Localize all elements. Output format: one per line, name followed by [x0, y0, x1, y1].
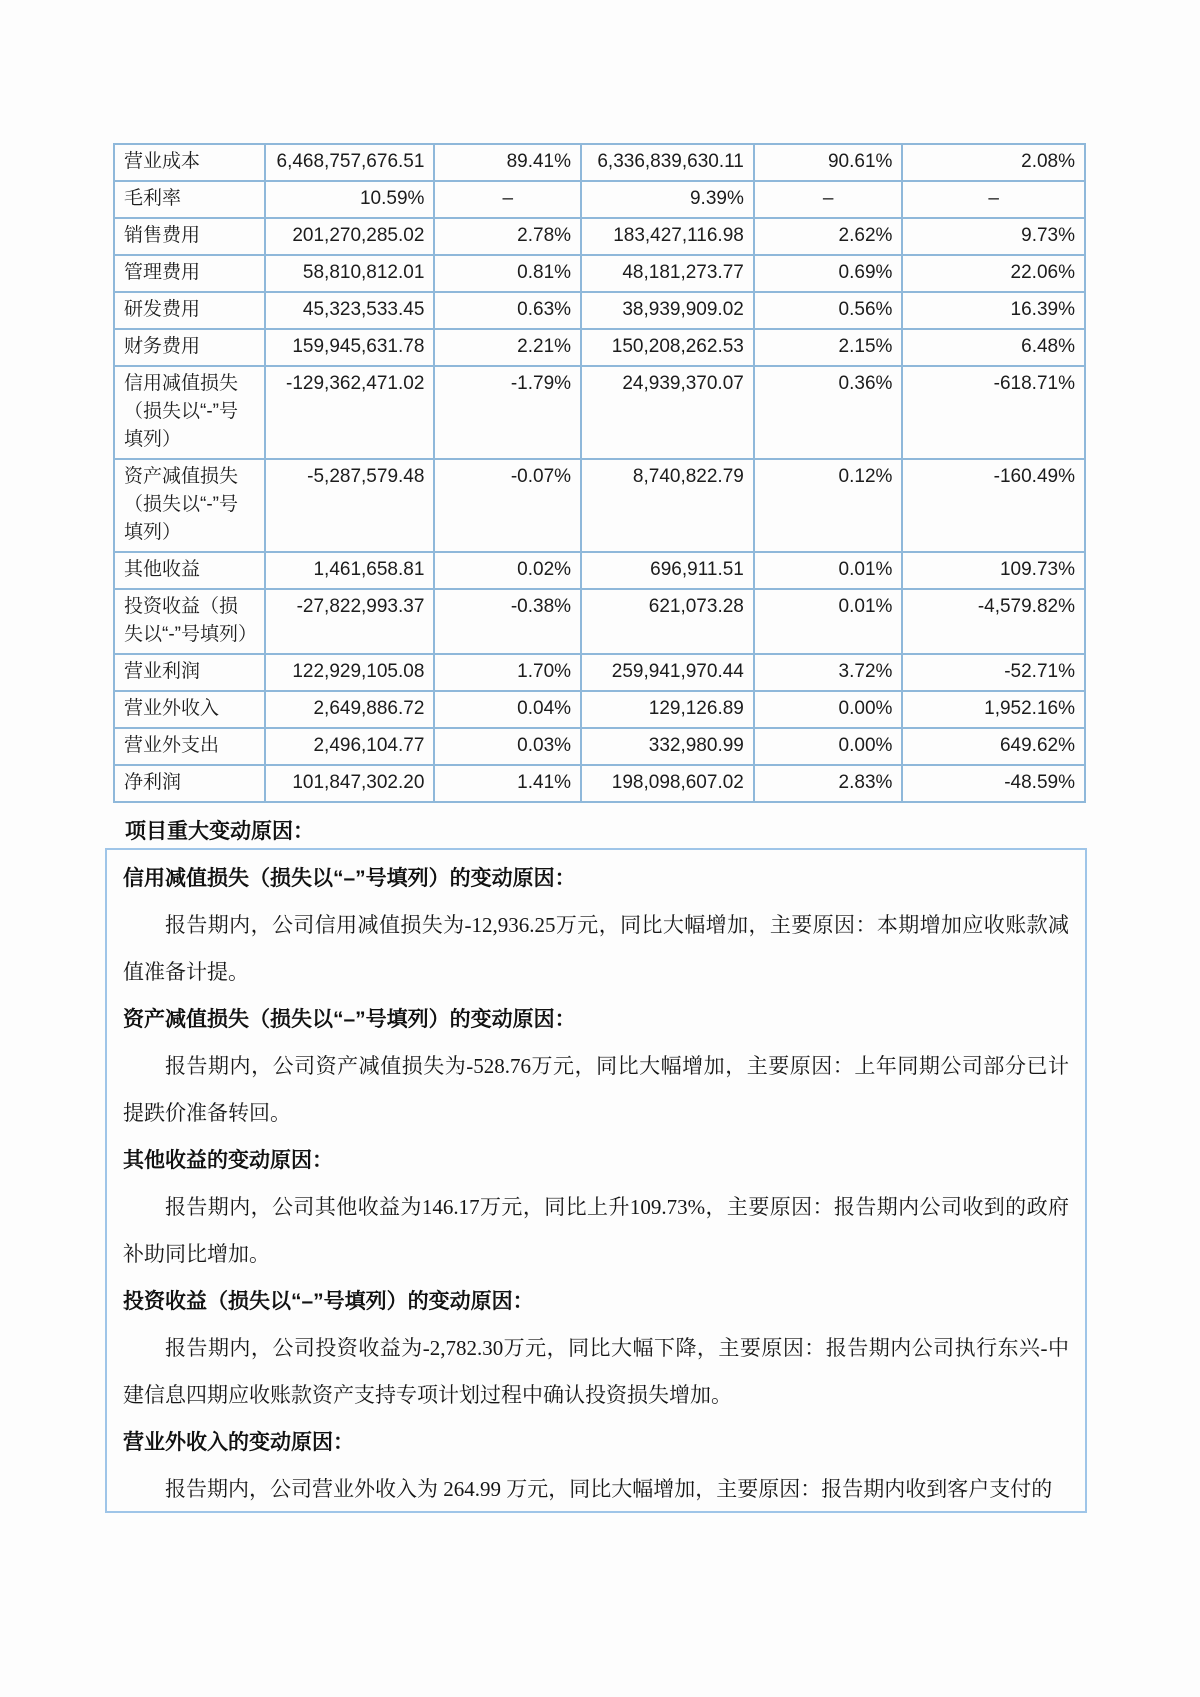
table-row [114, 765, 1085, 802]
cell-value: 1,952.16% [902, 691, 1085, 728]
cell-value: 2.78% [434, 218, 581, 255]
cell-value: 0.12% [754, 459, 903, 552]
cell-value: 0.01% [754, 552, 903, 589]
cell-value: 109.73% [902, 552, 1085, 589]
reason-paragraph: 报告期内，公司其他收益为146.17万元，同比上升109.73%，主要原因：报告期内公司收到的政府补助同比增加。 [123, 1195, 1069, 1266]
cell-value: 0.02% [434, 552, 581, 589]
row-label: 净利润 [114, 765, 265, 802]
cell-value: 2.83% [754, 765, 903, 802]
cell-value: 45,323,533.45 [265, 292, 435, 329]
cell-value: 8,740,822.79 [581, 459, 754, 552]
cell-value: 150,208,262.53 [581, 329, 754, 366]
table-row [114, 329, 1085, 366]
table-row [114, 552, 1085, 589]
cell-value: 259,941,970.44 [581, 654, 754, 691]
cell-value: -4,579.82% [902, 589, 1085, 654]
row-label: 研发费用 [114, 292, 265, 329]
cell-value: 0.00% [754, 728, 903, 765]
reason-subheading: 其他收益的变动原因： [123, 1149, 333, 1172]
cell-value: 10.59% [265, 181, 435, 218]
table-row [114, 255, 1085, 292]
cell-value: 0.69% [754, 255, 903, 292]
row-label: 投资收益（损失以“-”号填列） [114, 589, 265, 654]
row-label: 财务费用 [114, 329, 265, 366]
row-label: 信用减值损失（损失以“-”号填列） [114, 366, 265, 459]
cell-value: 9.73% [902, 218, 1085, 255]
cell-value: 2.21% [434, 329, 581, 366]
table-row [114, 691, 1085, 728]
table-row [114, 654, 1085, 691]
table-row [114, 459, 1085, 552]
cell-value: -5,287,579.48 [265, 459, 435, 552]
cell-value: -1.79% [434, 366, 581, 459]
row-label: 其他收益 [114, 552, 265, 589]
row-label: 营业利润 [114, 654, 265, 691]
row-label: 营业成本 [114, 144, 265, 181]
row-label: 销售费用 [114, 218, 265, 255]
cell-value: 183,427,116.98 [581, 218, 754, 255]
cell-value: 0.01% [754, 589, 903, 654]
change-reasons-box [105, 848, 1087, 1513]
row-label: 营业外支出 [114, 728, 265, 765]
cell-value: 90.61% [754, 144, 903, 181]
cell-value: 89.41% [434, 144, 581, 181]
cell-value: -618.71% [902, 366, 1085, 459]
reason-paragraph: 报告期内，公司营业外收入为 264.99 万元，同比大幅增加，主要原因：报告期内收到客户支付的 [165, 1477, 1053, 1501]
cell-value: -27,822,993.37 [265, 589, 435, 654]
row-label: 毛利率 [114, 181, 265, 218]
cell-value: 332,980.99 [581, 728, 754, 765]
cell-value: 1,461,658.81 [265, 552, 435, 589]
cell-value: -52.71% [902, 654, 1085, 691]
reason-subheading: 投资收益（损失以“–”号填列）的变动原因： [123, 1290, 534, 1313]
financial-comparison-table [113, 143, 1086, 803]
cell-value: 0.36% [754, 366, 903, 459]
table-row [114, 589, 1085, 654]
cell-value: 696,911.51 [581, 552, 754, 589]
cell-value: 24,939,370.07 [581, 366, 754, 459]
cell-value: 101,847,302.20 [265, 765, 435, 802]
cell-value: 6.48% [902, 329, 1085, 366]
reason-paragraph: 报告期内，公司投资收益为-2,782.30万元，同比大幅下降，主要原因：报告期内公司执行东兴-中建信息四期应收账款资产支持专项计划过程中确认投资损失增加。 [123, 1336, 1069, 1407]
cell-value: 0.00% [754, 691, 903, 728]
cell-value: 2.08% [902, 144, 1085, 181]
cell-value: 0.56% [754, 292, 903, 329]
cell-value: 2.62% [754, 218, 903, 255]
cell-value: 201,270,285.02 [265, 218, 435, 255]
cell-value: 1.41% [434, 765, 581, 802]
cell-value: 2,496,104.77 [265, 728, 435, 765]
table-row [114, 144, 1085, 181]
reason-paragraph: 报告期内，公司信用减值损失为-12,936.25万元，同比大幅增加，主要原因：本期增加应收账款减值准备计提。 [123, 913, 1069, 984]
cell-value: 159,945,631.78 [265, 329, 435, 366]
cell-value: -160.49% [902, 459, 1085, 552]
cell-value: 22.06% [902, 255, 1085, 292]
cell-value: 122,929,105.08 [265, 654, 435, 691]
cell-value: -0.38% [434, 589, 581, 654]
table-row [114, 292, 1085, 329]
cell-value: 58,810,812.01 [265, 255, 435, 292]
cell-value: – [902, 181, 1085, 218]
cell-value: 6,336,839,630.11 [581, 144, 754, 181]
cell-value: 6,468,757,676.51 [265, 144, 435, 181]
cell-value: 48,181,273.77 [581, 255, 754, 292]
row-label: 资产减值损失（损失以“-”号填列） [114, 459, 265, 552]
table-row [114, 728, 1085, 765]
cell-value: 16.39% [902, 292, 1085, 329]
cell-value: – [754, 181, 903, 218]
section-heading: 项目重大变动原因： [125, 820, 314, 843]
cell-value: -0.07% [434, 459, 581, 552]
cell-value: 38,939,909.02 [581, 292, 754, 329]
cell-value: 2.15% [754, 329, 903, 366]
cell-value: -129,362,471.02 [265, 366, 435, 459]
cell-value: 0.81% [434, 255, 581, 292]
cell-value: 9.39% [581, 181, 754, 218]
table-row [114, 218, 1085, 255]
cell-value: 3.72% [754, 654, 903, 691]
reason-subheading: 资产减值损失（损失以“–”号填列）的变动原因： [123, 1008, 576, 1031]
row-label: 营业外收入 [114, 691, 265, 728]
cell-value: 129,126.89 [581, 691, 754, 728]
reason-subheading: 信用减值损失（损失以“–”号填列）的变动原因： [123, 867, 576, 890]
table-row [114, 181, 1085, 218]
cell-value: 198,098,607.02 [581, 765, 754, 802]
cell-value: 0.63% [434, 292, 581, 329]
cell-value: 621,073.28 [581, 589, 754, 654]
row-label: 管理费用 [114, 255, 265, 292]
cell-value: 649.62% [902, 728, 1085, 765]
reason-subheading: 营业外收入的变动原因： [123, 1431, 354, 1454]
reason-paragraph: 报告期内，公司资产减值损失为-528.76万元，同比大幅增加，主要原因：上年同期公司部分已计提跌价准备转回。 [123, 1054, 1069, 1125]
cell-value: 0.04% [434, 691, 581, 728]
table-row [114, 366, 1085, 459]
cell-value: – [434, 181, 581, 218]
cell-value: -48.59% [902, 765, 1085, 802]
cell-value: 2,649,886.72 [265, 691, 435, 728]
cell-value: 0.03% [434, 728, 581, 765]
cell-value: 1.70% [434, 654, 581, 691]
